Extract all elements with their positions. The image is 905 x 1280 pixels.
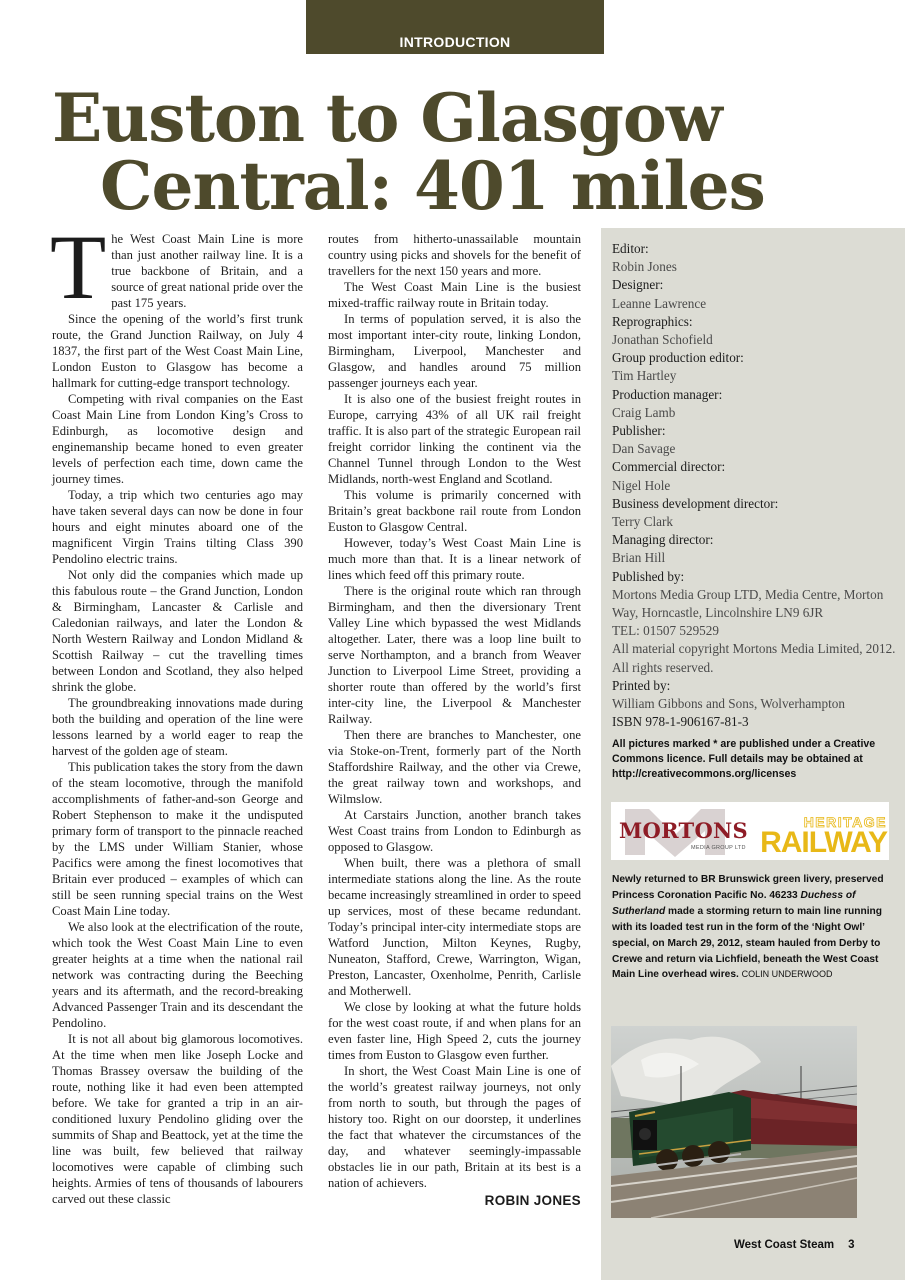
managing-director-name: Brian Hill [612,550,666,566]
group-production-editor-label: Group production editor: [612,350,744,366]
photo-credit: COLIN UNDERWOOD [741,969,833,980]
designer-name: Leanne Lawrence [612,295,707,311]
publisher-address: Mortons Media Group LTD, Media Centre, Morton Way, Horncastle, Lincolnshire LN9 6JR [612,586,884,621]
editor-label: Editor: [612,241,649,256]
telephone: TEL: 01507 529529 [612,623,719,639]
steam-locomotive-photo [611,1026,857,1218]
article-paragraph: There is the original route which ran through Birmingham, and then the diversionary Trent Valley Line which bypassed the west Midlands altogether. Later, there was a loop line built to serve Northampton, and a branch from Weaver Junction to Liverpool Lime Street, providing a shorter route than offered by the world’s first inter-city line, the Liverpool & Manchester Railway. [328,584,581,726]
production-manager-name: Craig Lamb [612,404,676,420]
article-paragraph: This volume is primarily concerned with Britain’s great backbone rail route from London Euston to Glasgow Central. [328,488,581,534]
photo-caption [612,872,890,983]
locomotive-photo-illustration-icon [611,1026,857,1218]
production-manager-label: Production manager: [612,386,723,402]
publication-title: West Coast Steam [734,1239,835,1251]
logo-strip [611,802,889,860]
article-column-1 [50,216,303,1207]
commercial-director-name: Nigel Hole [612,477,671,493]
caption-locomotive-name: Duchess of Sutherland [612,889,856,917]
paragraph-text: he West Coast Main Line is more than just another railway line. It is a true backbone of Britain, and a source of great national pride over the past 175 years. [111,232,303,310]
mortons-subtitle: MEDIA GROUP LTD [691,845,746,851]
byline: ROBIN JONES [484,1193,581,1208]
isbn: ISBN 978-1-906167-81-3 [612,714,749,730]
business-development-director-label: Business development director: [612,495,779,511]
designer-label: Designer: [612,277,664,293]
article-paragraph: Since the opening of the world’s first trunk route, the Grand Junction Railway, on July 4 1837, the first part of the West Coast Main Line, London Euston to Glasgow has become a hallmark for cutting-edge transport technology. [52,312,303,390]
page-number: 3 [848,1239,855,1251]
article-column-2 [328,231,581,1209]
article-paragraph: We also look at the electrification of the route, which took the West Coast Main Line to even greater heights at a time when the national rail network was contracting during the Beeching years and its aftermath, and the record-breaking Advanced Passenger Train and its descendant the Pendolino. [52,920,303,1030]
article-paragraph: We close by looking at what the future holds for the west coast route, if and when plans for an even faster line, High Speed 2, cuts the journey times from Euston to Glasgow even further. [328,1000,581,1062]
creative-commons-note: All pictures marked * are published under a Creative Commons licence. Full details may be obtained at http://creativecommons.org/licenses [612,738,876,780]
article-paragraph: In short, the West Coast Main Line is one of the world’s greatest railway journeys, not only from north to south, but through the pages of history too. Right on our doorstep, it underlines the fact that whatever the circumstances of the day, and whatever seemingly-impassable obstacles lie in our path, Britain at its best is a nation of achievers. [328,1064,581,1190]
section-label: INTRODUCTION [399,34,511,50]
business-development-director-name: Terry Clark [612,514,673,530]
publisher-label: Publisher: [612,423,666,439]
mortons-logo [611,802,751,860]
printed-by-label: Printed by: [612,677,671,693]
page-footer [734,1239,855,1251]
managing-director-label: Managing director: [612,532,714,548]
publisher-name: Dan Savage [612,441,676,457]
copyright-notice: All material copyright Mortons Media Limited, 2012. All rights reserved. [612,641,896,675]
article-paragraph [50,216,303,318]
article-paragraph: Today, a trip which two centuries ago may have taken several days can now be done in four hours and eight minutes aboard one of the magnificent Virgin Trains tilting Class 390 Pendolino electric trains. [52,488,303,566]
article-paragraph: Competing with rival companies on the East Coast Main Line from London King’s Cross to Edinburgh, as locomotive design and enginemanship became honed to even greater levels of perfection each time, down came the journey times. [52,392,303,486]
heritage-wordmark: HERITAGE [803,814,887,830]
article-paragraph: It is not all about big glamorous locomotives. At the time when men like Joseph Locke and Thomas Brassey oversaw the building of the route, nothing like it had even been attempted before. We take for granted a trip in an air-conditioned luxury Pendolino gliding over the summits of Shap and Beattock, yet at the time the line was built, few believed that railway locomotives were capable of climbing such heights. Armies of tens of thousands of labourers carved out these classic [52,1032,303,1206]
article-paragraph: The West Coast Main Line is the busiest mixed-traffic railway route in Britain today. [328,280,581,310]
section-tab [306,0,604,54]
editor-name: Robin Jones [612,259,677,275]
railway-wordmark: RAILWAY [760,826,887,859]
headline [52,79,892,225]
article-paragraph: routes from hitherto-unassailable mountain country using picks and shovels for the benefit of travellers for the next 150 years and more. [328,232,581,278]
article-paragraph: Then there are branches to Manchester, one via Stoke-on-Trent, formerly part of the North Staffordshire Railway, and the other via Crewe, the great railway town and workshops, and Wilmslow. [328,728,581,806]
article-paragraph: In terms of population served, it is also the most important inter-city route, linking London, Birmingham, Liverpool, Manchester and Glasgow, and handles around 75 million passenger journeys each year. [328,312,581,390]
article-paragraph: This publication takes the story from the dawn of the steam locomotive, through the manifold accomplishments of father-and-son George and Robert Stephenson to make it the undisputed primary form of transport to the pinnacle reached by the LMS under William Stanier, whose Pacifics were among the finest locomotives that Britain ever produced – examples of which can still be seen running special trains on the West Coast Main Line today. [52,760,303,918]
article-paragraph: However, today’s West Coast Main Line is much more than that. It is a linear network of lines which feed off this primary route. [328,536,581,582]
reprographics-name: Jonathan Schofield [612,332,713,348]
reprographics-label: Reprographics: [612,313,693,329]
credits-panel [612,240,897,731]
published-by-label: Published by: [612,568,685,584]
headline-line-1: Euston to Glasgow [52,79,722,157]
heritage-railway-logo [751,802,889,860]
group-production-editor-name: Tim Hartley [612,368,677,384]
caption-text-part-1: Newly returned to BR Brunswick green livery, preserved Princess Coronation Pacific No. 46233 [612,874,884,901]
article-paragraph: When built, there was a plethora of small intermediate stations along the line. As the route became increasingly streamlined in order to speed up services, most of these became redundant. Today’s principal inter-city intermediate stops are Watford Junction, Milton Keynes, Rugby, Nuneaton, Stafford, Crewe, Warrington, Wigan, Preston, Lancaster, Oxenholme, Penrith, Carlisle and Motherwell. [328,856,581,998]
commercial-director-label: Commercial director: [612,459,726,475]
mortons-wordmark: MORTONS [619,818,749,843]
article-paragraph: At Carstairs Junction, another branch takes West Coast trains from London to Edinburgh as opposed to Glasgow. [328,808,581,854]
article-paragraph: Not only did the companies which made up this fabulous route – the Grand Junction, London & Birmingham, Lancaster & Carlisle and Caledonian railways, and later the London & North Western Railway and London Midland & Scottish Railway – cut the travelling times between London and Scotland, they also helped shrink the globe. [52,568,303,694]
caption-text-part-2: made a storming return to main line running with its loaded test run in the form of the ‘Night Owl’ special, on March 29, 2012, steam hauled from Derby to Crewe and return via Lichfield, beneath the West Coast Main Line overhead wires. [612,905,883,981]
drop-cap: T [50,216,107,318]
printer-name: William Gibbons and Sons, Wolverhampton [612,696,845,712]
headline-line-2: Central: 401 miles [100,147,765,225]
article-paragraph: It is also one of the busiest freight routes in Europe, carrying 43% of all UK rail freight traffic. It is also part of the strategic European rail freight corridor linking the continent via the Channel Tunnel through London to the West Midlands, north-west England and Scotland. [328,392,581,486]
article-paragraph: The groundbreaking innovations made during both the building and operation of the line were lessons learned by a world eager to reap the harvest of the golden age of steam. [52,696,303,758]
